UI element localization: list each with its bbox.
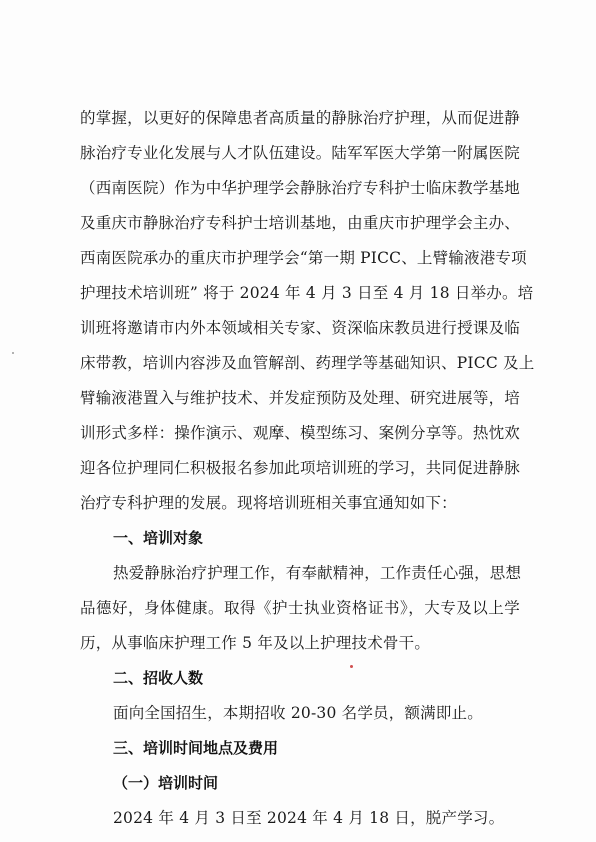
paragraph-line: 脉治疗专业化发展与人才队伍建设。陆军军医大学第一附属医院: [80, 144, 520, 162]
scan-speck: [12, 352, 14, 354]
paragraph-line: 迎各位护理同仁积极报名参加此项培训班的学习，共同促进静脉: [80, 459, 520, 477]
paragraph-line: 及重庆市静脉治疗专科护士培训基地，由重庆市护理学会主办、: [80, 214, 520, 232]
section-heading-enrollment: 二、招收人数: [113, 669, 204, 687]
paragraph-line: 西南医院承办的重庆市护理学会“第一期 PICC、上臂输液港专项: [80, 249, 527, 267]
paragraph-line: 臂输液港置入与维护技术、并发症预防及处理、研究进展等，培: [80, 389, 520, 407]
section-text-line: 历，从事临床护理工作 5 年及以上护理技术骨干。: [80, 634, 431, 652]
section-heading-time-place-fee: 三、培训时间地点及费用: [113, 739, 279, 757]
subsection-heading-training-time: （一）培训时间: [113, 774, 219, 792]
paragraph-line: 护理技术培训班” 将于 2024 年 4 月 3 日至 4 月 18 日举办。培: [80, 284, 534, 302]
paragraph-line: 训形式多样：操作演示、观摩、模型练习、案例分享等。热忱欢: [80, 424, 520, 442]
paragraph-line: （西南医院）作为中华护理学会静脉治疗专科护士临床教学基地: [80, 179, 520, 197]
paragraph-line: 训班将邀请市内外本领域相关专家、资深临床教员进行授课及临: [80, 319, 520, 337]
paragraph-line: 的掌握，以更好的保障患者高质量的静脉治疗护理，从而促进静: [80, 109, 520, 127]
paragraph-line: 治疗专科护理的发展。现将培训班相关事宜通知如下：: [80, 494, 457, 512]
section-heading-training-target: 一、培训对象: [113, 529, 204, 547]
section-text-line: 热爱静脉治疗护理工作，有奉献精神，工作责任心强，思想: [113, 564, 522, 582]
section-text-line: 面向全国招生，本期招收 20-30 名学员，额满即止。: [113, 704, 483, 722]
section-text-line: 2024 年 4 月 3 日至 2024 年 4 月 18 日，脱产学习。: [113, 809, 505, 827]
paragraph-line: 床带教，培训内容涉及血管解剖、药理学等基础知识、PICC 及上: [80, 354, 535, 372]
section-text-line: 品德好，身体健康。取得《护士执业资格证书》，大专及以上学: [80, 599, 520, 617]
scan-speck: [350, 665, 353, 668]
